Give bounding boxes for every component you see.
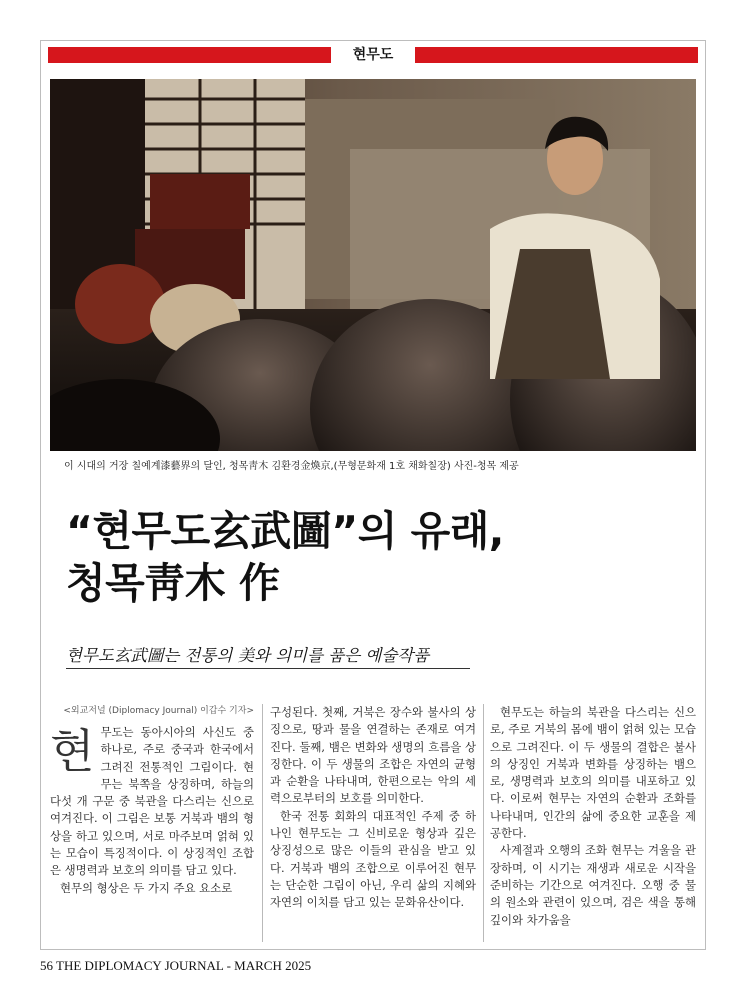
drop-cap: 현 bbox=[50, 724, 95, 778]
paragraph: 구성된다. 첫째, 거북은 장수와 불사의 상징으로, 땅과 물을 연결하는 존재로 여겨진다. 둘째, 뱀은 변화와 생명의 흐름을 상징한다. 이 두 생물의 조합은 자연의 균형과 순환을 나타내며, 한편으로는 악의 세력으로부터의 보호를 의미한다. bbox=[270, 705, 476, 806]
paragraph: 무도는 동아시아의 사신도 중 하나로, 주로 중국과 한국에서 그려진 전통적인 그림이다. 현무는 북쪽을 상징하며, 하늘의 다섯 개 구문 중 북관을 다스리는 신으로 여겨진다. 이 그림은 보통 거북과 뱀의 형상을 하고 있으며, 서로 마주보며 얽혀 있는 모습이 특징적이다. 이 상징적인 조합은 생명력과 보호의 의미를 담고 있다. bbox=[50, 725, 254, 878]
article-column-3 bbox=[490, 704, 696, 929]
section-label: 현무도 bbox=[331, 42, 415, 68]
column-divider bbox=[262, 704, 263, 942]
paragraph: 현무도는 하늘의 북관을 다스리는 신으로, 주로 거북의 몸에 뱀이 얽혀 있는 모습으로 그려진다. 이 두 생물의 결합은 불사의 상징인 거북과 변화를 상징하는 뱀으로, 생명력과 보호의 의미를 내포하고 있다. 이로써 현무는 자연의 순환과 조화를 나타내며, 인간의 삶에 중요한 교훈을 제공한다. bbox=[490, 705, 696, 841]
headline bbox=[66, 505, 686, 609]
paragraph: 사계절과 오행의 조화 현무는 겨울을 관장하며, 이 시기는 재생과 새로운 시작을 준비하는 기간으로 여겨진다. 오행 중 물의 원소와 관련이 있으며, 검은 색을 통해 깊이와 차가움을 bbox=[490, 843, 696, 927]
article-column-1 bbox=[50, 704, 254, 897]
photo-illustration bbox=[50, 79, 696, 451]
paragraph: 한국 전통 회화의 대표적인 주제 중 하나인 현무도는 그 신비로운 형상과 깊은 상징성으로 많은 이들의 관심을 받고 있다. 거북과 뱀의 조합으로 이루어진 현무는 단순한 그림이 아닌, 우리 삶의 지혜와 자연의 이치를 담고 있는 문화유산이다. bbox=[270, 808, 476, 910]
headline-line-1: “현무도玄武圖”의 유래, bbox=[66, 507, 504, 555]
page-footer: 56 THE DIPLOMACY JOURNAL - MARCH 2025 bbox=[40, 958, 312, 973]
column-divider bbox=[483, 704, 484, 942]
article-column-2 bbox=[270, 704, 476, 912]
headline-line-2: 청목靑木 作 bbox=[66, 559, 280, 607]
subheadline: 현무도玄武圖는 전통의 美와 의미를 품은 예술작품 bbox=[66, 646, 430, 665]
byline: <외교저널 (Diplomacy Journal) 이갑수 기자> bbox=[63, 706, 254, 716]
craftsman-photo bbox=[50, 79, 696, 451]
paragraph: 현무의 형상은 두 가지 주요 요소로 bbox=[60, 880, 233, 895]
subheadline-underline bbox=[66, 668, 470, 669]
photo-caption: 이 시대의 거장 칠예계漆藝界의 달인, 청목靑木 김환경金煥京,(무형문화재 1호 채화칠장) 사진-청목 제공 bbox=[64, 461, 519, 472]
